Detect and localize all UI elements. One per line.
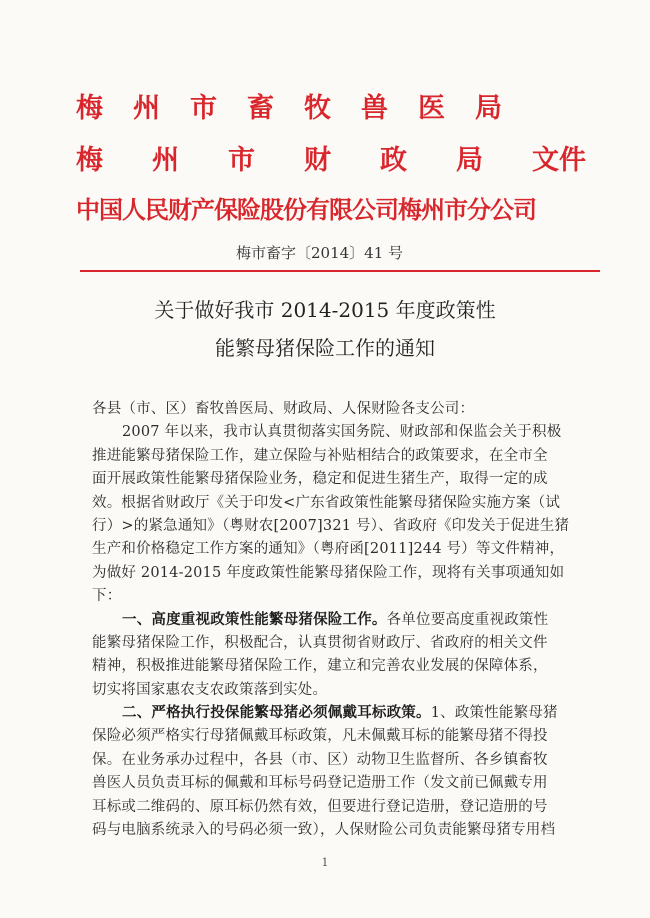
document-title-line-2: 能繁母猪保险工作的通知 [215, 336, 435, 360]
body-line: 兽医人员负责耳标的佩戴和耳标号码登记造册工作（发文前已佩戴专用 [92, 775, 548, 792]
body-line: 耳标或二维码的、原耳标仍然有效，但要进行登记造册，登记造册的号 [92, 798, 548, 815]
issuer-2-char: 文件 [532, 145, 586, 176]
issuer-2-char: 财 [304, 145, 331, 176]
document-title-line-1: 关于做好我市 2014-2015 年度政策性 [154, 298, 496, 322]
issuer-2-char: 政 [380, 145, 407, 176]
section-2-first: 1、政策性能繁母猪 [430, 705, 558, 722]
body-line: 推进能繁母猪保险工作，建立保险与补贴相结合的政策要求，在全市全 [92, 447, 548, 464]
section-2-heading: 二、严格执行投保能繁母猪必须佩戴耳标政策。 [122, 705, 431, 722]
issuer-line-3: 中国人民财产保险股份有限公司梅州市分公司 [76, 196, 536, 224]
section-2-first-line [92, 702, 604, 725]
body-line: 精神，积极推进能繁母猪保险工作，建立和完善农业发展的保障体系， [92, 658, 548, 675]
body-line: 保险必须严格实行母猪佩戴耳标政策，凡未佩戴耳标的能繁母猪不得投 [92, 728, 548, 745]
body-line: 保。在业务承办过程中，各县（市、区）动物卫生监督所、各乡镇畜牧 [92, 751, 548, 768]
body-line: 码与电脑系统录入的号码必须一致），人保财险公司负责能繁母猪专用档 [92, 822, 556, 839]
body-line: 2007 年以来，我市认真贯彻落实国务院、财政部和保监会关于积极 [122, 424, 562, 441]
issuer-2-char: 州 [152, 145, 179, 176]
body-line: 切实将国家惠农支农政策落到实处。 [92, 681, 328, 698]
body-line: 面开展政策性能繁母猪保险业务，稳定和促进生猪生产，取得一定的成 [92, 471, 548, 488]
body-line: 生产和价格稳定工作方案的通知》（粤府函[2011]244 号）等文件精神， [92, 541, 565, 558]
section-1-first-line [92, 609, 604, 632]
section-1-heading: 一、高度重视政策性能繁母猪保险工作。 [122, 611, 387, 628]
issuer-2-char: 梅 [76, 145, 103, 176]
document-body [92, 398, 604, 842]
body-line: 行）>的紧急通知》（粤财农[2007]321 号）、省政府《印发关于促进生猪 [92, 517, 570, 534]
red-divider [80, 270, 600, 272]
issuer-line-1: 梅州市畜牧兽医局 [76, 93, 532, 124]
issuer-2-char: 局 [456, 145, 483, 176]
issuer-line-2 [76, 138, 586, 177]
salutation: 各县（市、区）畜牧兽医局、财政局、人保财险各支公司： [92, 401, 475, 417]
section-1-first: 各单位要高度重视政策性 [386, 611, 549, 628]
body-line: 为做好 2014-2015 年度政策性能繁母猪保险工作，现将有关事项通知如 [92, 564, 565, 581]
issuer-2-char: 市 [228, 145, 255, 176]
page-number: 1 [321, 856, 329, 869]
body-line: 下： [92, 588, 122, 605]
body-line: 效。根据省财政厅《关于印发<广东省政策性能繁母猪保险实施方案（试 [92, 494, 561, 511]
document-number: 梅市畜字〔2014〕41 号 [236, 244, 404, 262]
body-line: 能繁母猪保险工作，积极配合，认真贯彻省财政厅、省政府的相关文件 [92, 634, 548, 651]
